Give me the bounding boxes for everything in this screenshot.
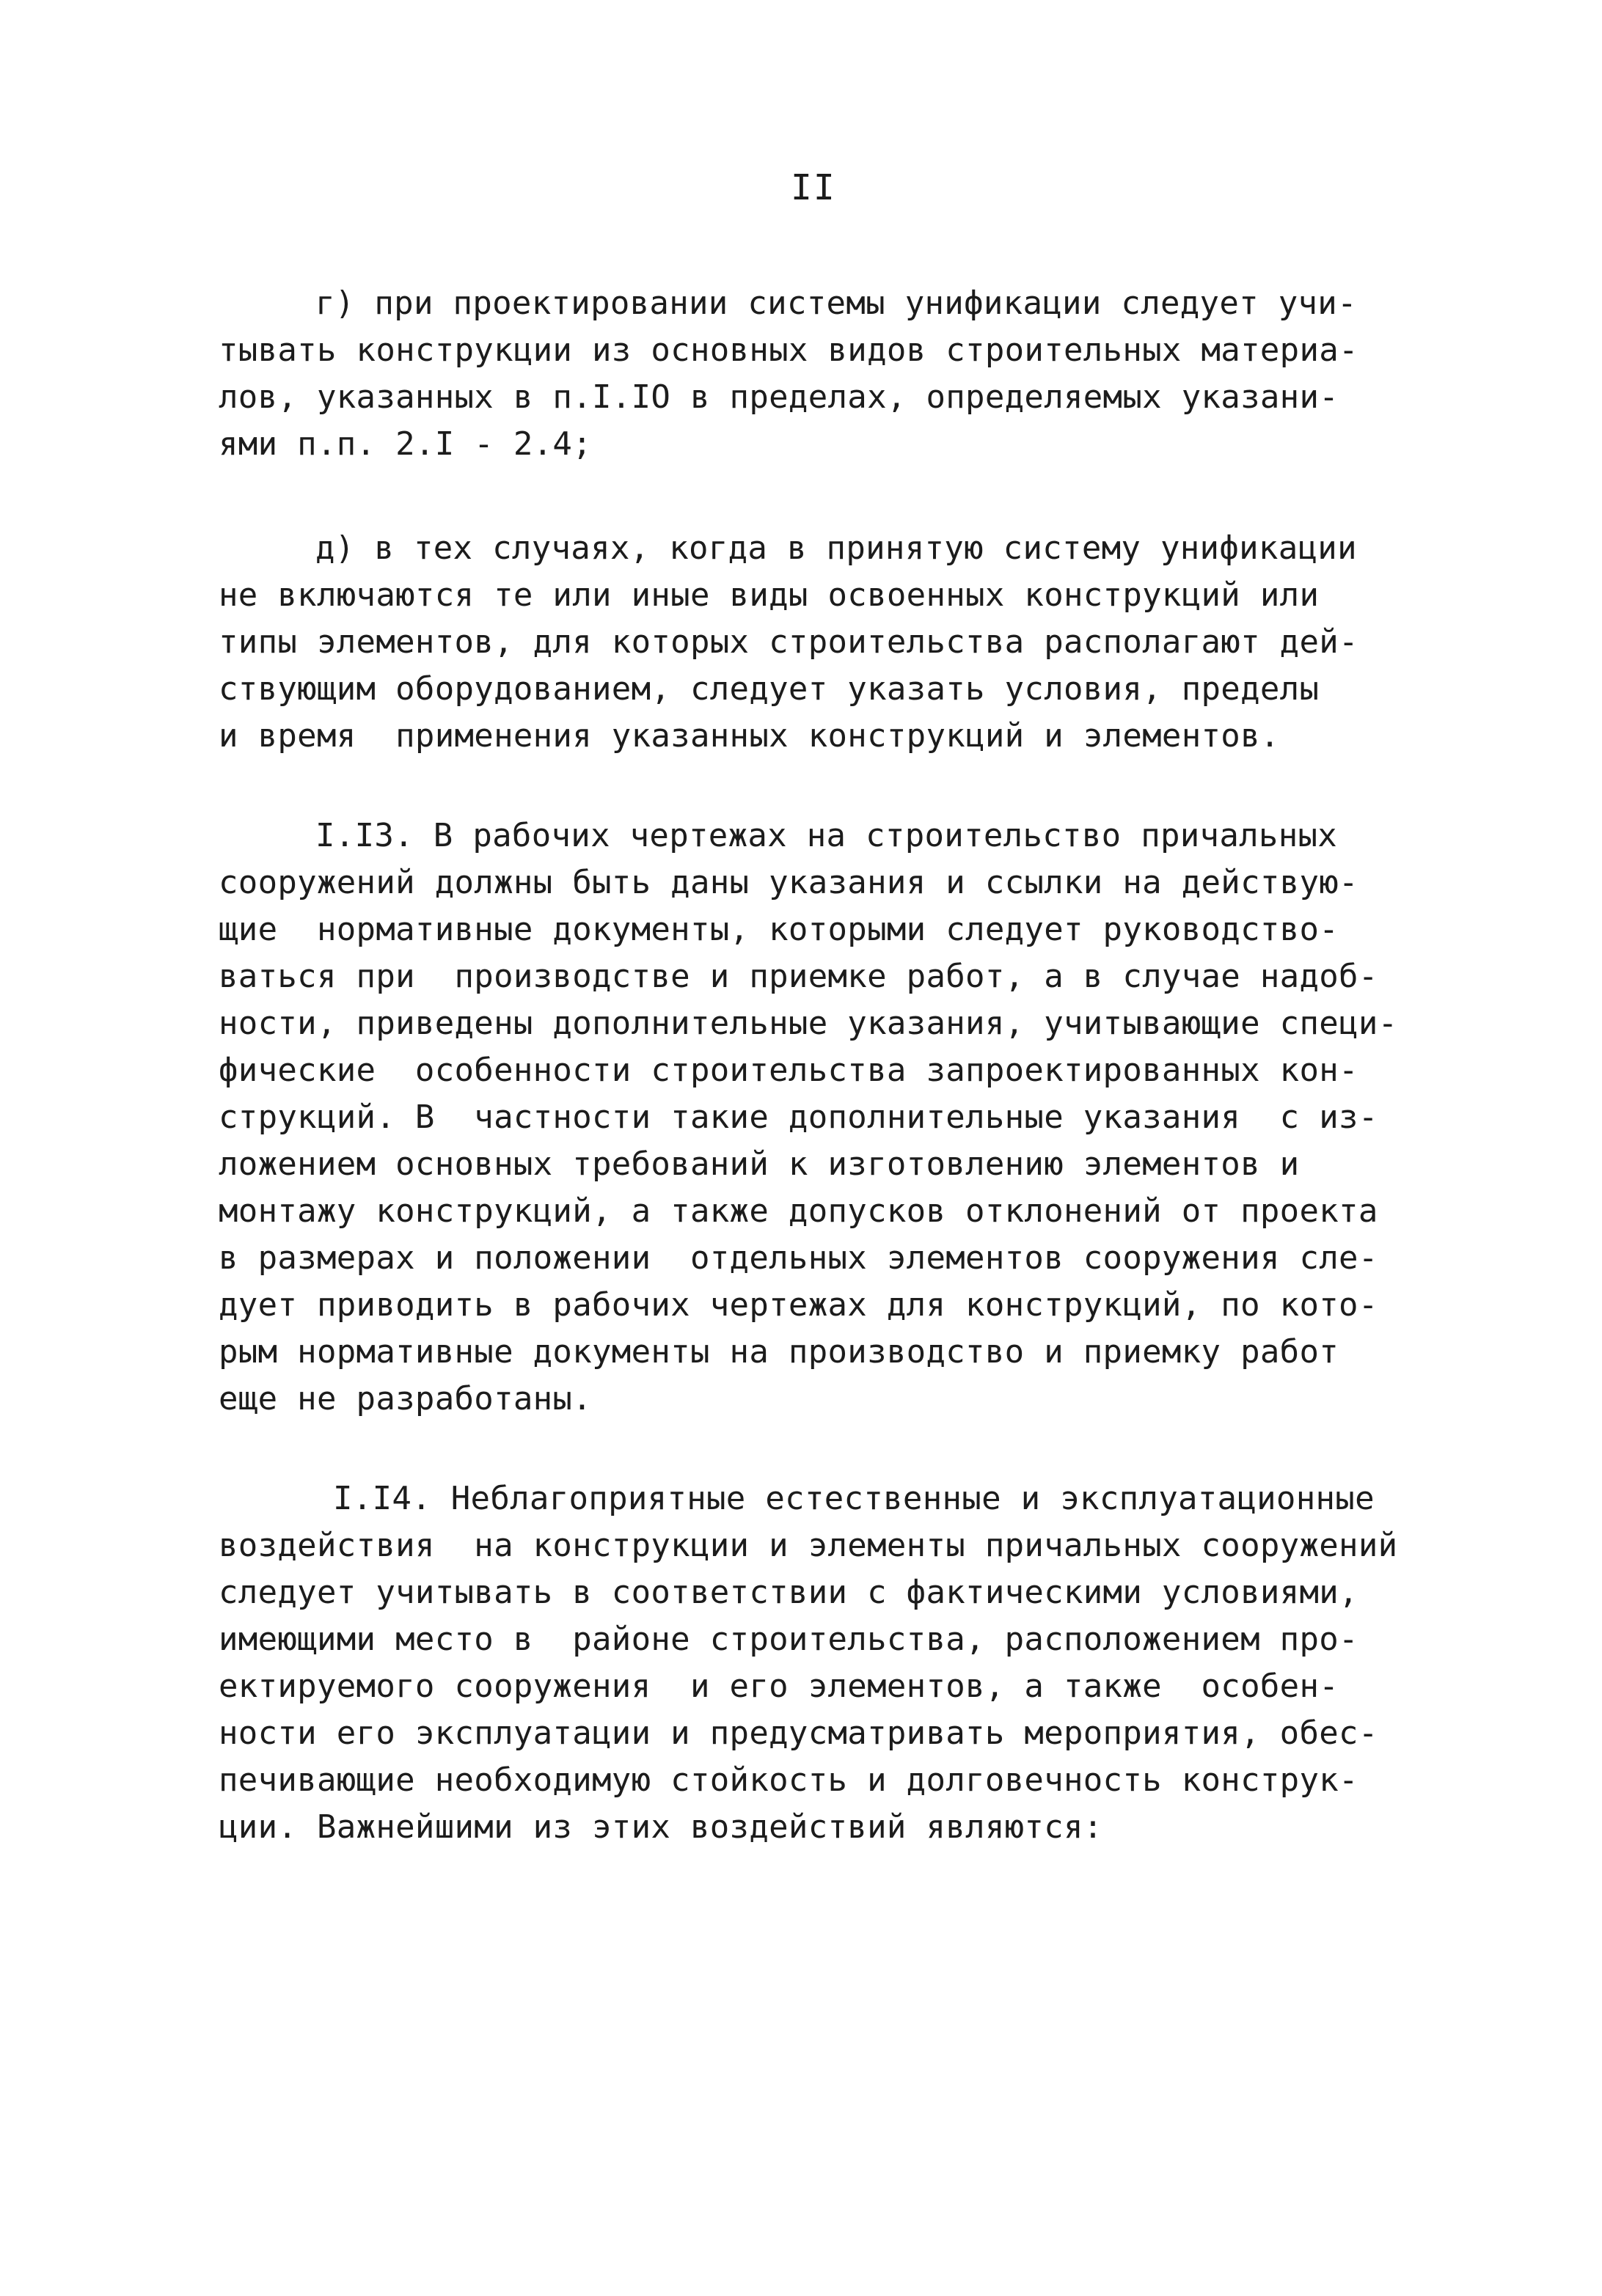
text-line: ности его эксплуатации и предусматривать мероприятия, обес- [219, 1714, 1378, 1752]
text-line: ложением основных требований к изготовлению элементов и [219, 1145, 1300, 1183]
text-line: струкций. В частности такие дополнительные указания с из- [219, 1099, 1378, 1136]
text-line: ями п.п. 2.I - 2.4; [219, 425, 593, 463]
text-line: еще не разработаны. [219, 1380, 593, 1417]
page-number: II [791, 167, 836, 208]
text-line: ектируемого сооружения и его элементов, а также особен- [219, 1668, 1339, 1705]
text-line: сооружений должны быть даны указания и ссылки на действую- [219, 864, 1358, 901]
text-line: г) при проектировании системы унификации следует учи- [315, 285, 1357, 322]
text-line: лов, указанных в п.I.IO в пределах, определяемых указани- [219, 378, 1339, 416]
text-line: рым нормативные документы на производство и приемку работ [219, 1333, 1339, 1371]
text-line: типы элементов, для которых строительства располагают дей- [219, 623, 1358, 661]
text-line: дует приводить в рабочих чертежах для конструкций, по кото- [219, 1286, 1378, 1324]
text-line: ности, приведены дополнительные указания, учитывающие специ- [219, 1005, 1398, 1042]
text-line: д) в тех случаях, когда в принятую систему унификации [315, 529, 1357, 567]
text-line: тывать конструкции из основных видов строительных материа- [219, 331, 1358, 369]
text-line: печивающие необходимую стойкость и долговечность конструк- [219, 1761, 1358, 1799]
text-line: в размерах и положении отдельных элементов сооружения сле- [219, 1239, 1378, 1277]
text-line: ствующим оборудованием, следует указать условия, пределы [219, 670, 1320, 708]
text-line: щие нормативные документы, которыми следует руководство- [219, 911, 1339, 948]
text-line: не включаются те или иные виды освоенных конструкций или [219, 576, 1320, 614]
text-line: ваться при производстве и приемке работ, а в случае надоб- [219, 958, 1378, 995]
text-line: воздействия на конструкции и элементы причальных сооружений [219, 1527, 1398, 1564]
text-line: фические особенности строительства запроектированных кон- [219, 1052, 1358, 1089]
text-line: имеющими место в районе строительства, расположением про- [219, 1621, 1358, 1658]
text-line: монтажу конструкций, а также допусков отклонений от проекта [219, 1192, 1378, 1230]
text-line: I.I3. В рабочих чертежах на строительство причальных [315, 817, 1338, 854]
text-line: и время применения указанных конструкций и элементов. [219, 717, 1280, 755]
text-line: I.I4. Неблагоприятные естественные и эксплуатационные [333, 1480, 1375, 1517]
text-line: ции. Важнейшими из этих воздействий являются: [219, 1808, 1103, 1846]
text-line: следует учитывать в соответствии с фактическими условиями, [219, 1574, 1358, 1611]
